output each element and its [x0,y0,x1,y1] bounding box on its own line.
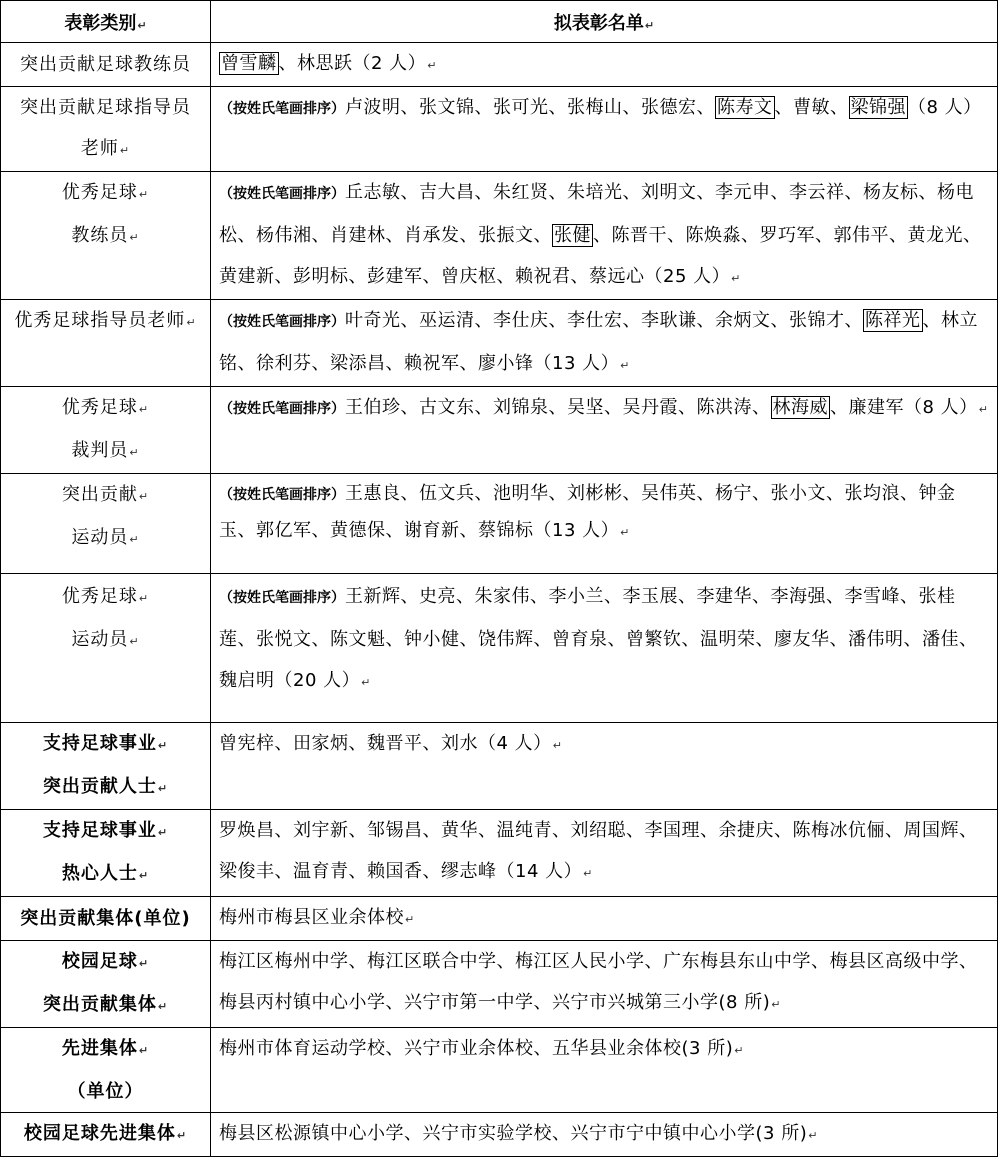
category-cell: 突出贡献足球指导员 老师↵ [1,87,211,172]
boxed-name: 陈祥光 [865,310,921,331]
table-row [1,1113,998,1157]
table-row [1,43,998,87]
table-row [1,87,998,172]
names-cell: 罗焕昌、刘宇新、邹锡昌、黄华、温纯青、刘绍聪、李国理、余捷庆、陈梅冰伉俪、周国辉、梁俊丰、温育青、赖国香、缪志峰（14 人）↵ [211,810,998,897]
table-row [1,172,998,300]
names-cell: 曾宪梓、田家炳、魏晋平、刘水（4 人）↵ [211,723,998,810]
category-cell: 校园足球↵ 突出贡献集体↵ [1,941,211,1028]
category-cell: 支持足球事业↵ 突出贡献人士↵ [1,723,211,810]
table-row [1,300,998,387]
category-cell: 优秀足球↵ 运动员↵ [1,574,211,723]
names-cell: （按姓氏笔画排序）卢波明、张文锦、张可光、张梅山、张德宏、 陈寿文 、曹敏、 梁锦强 （8 人） [211,87,998,172]
table-row [1,897,998,941]
names-cell: （按姓氏笔画排序）王伯珍、古文东、刘锦泉、吴坚、吴丹霞、陈洪涛、 林海威 、廉建军（8 人）↵ [211,387,998,474]
category-cell: 优秀足球↵ 裁判员↵ [1,387,211,474]
boxed-name: 陈寿文 [717,97,773,118]
names-cell: 曾雪麟 、林思跃（2 人）↵ [211,43,998,87]
sort-note: （按姓氏笔画排序） [219,487,345,503]
category-cell: 突出贡献集体(单位) [1,897,211,941]
table-row [1,810,998,897]
category-cell: 校园足球先进集体↵ [1,1113,211,1157]
names-cell: （按姓氏笔画排序）王惠良、伍文兵、池明华、刘彬彬、吴伟英、杨宁、张小文、张均浪、钟金玉、郭亿军、黄德保、谢育新、蔡锦标（13 人）↵ [211,474,998,574]
category-cell: 先进集体↵ （单位） [1,1028,211,1113]
table-row [1,941,998,1028]
category-cell: 突出贡献足球教练员 [1,43,211,87]
sort-note: （按姓氏笔画排序） [219,314,345,330]
category-cell: 优秀足球指导员老师↵ [1,300,211,387]
list-header: 拟表彰名单↵ [211,1,998,43]
table-row [1,1028,998,1113]
names-cell: 梅州市体育运动学校、兴宁市业余体校、五华县业余体校(3 所)↵ [211,1028,998,1113]
category-header: 表彰类别↵ [1,1,211,43]
names-cell: （按姓氏笔画排序）叶奇光、巫运清、李仕庆、李仕宏、李耿谦、余炳文、张锦才、 陈祥光 、林立铭、徐利芬、梁添昌、赖祝军、廖小锋（13 人）↵ [211,300,998,387]
table-row [1,387,998,474]
sort-note: （按姓氏笔画排序） [219,590,345,606]
table-row [1,574,998,723]
table-row [1,723,998,810]
names-cell: 梅县区松源镇中心小学、兴宁市实验学校、兴宁市宁中镇中心小学(3 所)↵ [211,1113,998,1157]
boxed-name: 曾雪麟 [221,53,277,74]
category-cell: 支持足球事业↵ 热心人士↵ [1,810,211,897]
header-row [1,1,998,43]
category-cell: 优秀足球↵ 教练员↵ [1,172,211,300]
boxed-name: 林海威 [772,397,828,418]
names-cell: 梅州市梅县区业余体校↵ [211,897,998,941]
sort-note: （按姓氏笔画排序） [219,401,345,417]
names-cell: （按姓氏笔画排序）王新辉、史亮、朱家伟、李小兰、李玉展、李建华、李海强、李雪峰、张桂莲、张悦文、陈文魁、钟小健、饶伟辉、曾育泉、曾繁钦、温明荣、廖友华、潘伟明、潘佳、魏启明（20 人）↵ [211,574,998,723]
sort-note: （按姓氏笔画排序） [219,101,345,117]
boxed-name: 梁锦强 [850,97,906,118]
names-cell: 梅江区梅州中学、梅江区联合中学、梅江区人民小学、广东梅县东山中学、梅县区高级中学、梅县丙村镇中心小学、兴宁市第一中学、兴宁市兴城第三小学(8 所)↵ [211,941,998,1028]
category-cell: 突出贡献↵ 运动员↵ [1,474,211,574]
sort-note: （按姓氏笔画排序） [219,186,345,202]
boxed-name: 张健 [554,225,591,246]
names-cell: （按姓氏笔画排序）丘志敏、吉大昌、朱红贤、朱培光、刘明文、李元申、李云祥、杨友标、杨电松、杨伟湘、肖建林、肖承发、张振文、 张健 、陈晋干、陈焕淼、罗巧军、郭伟平、黄龙光、黄建新、彭明标、彭建军、曾庆枢、赖祝君、蔡远心（25 人）↵ [211,172,998,300]
table-row [1,474,998,574]
